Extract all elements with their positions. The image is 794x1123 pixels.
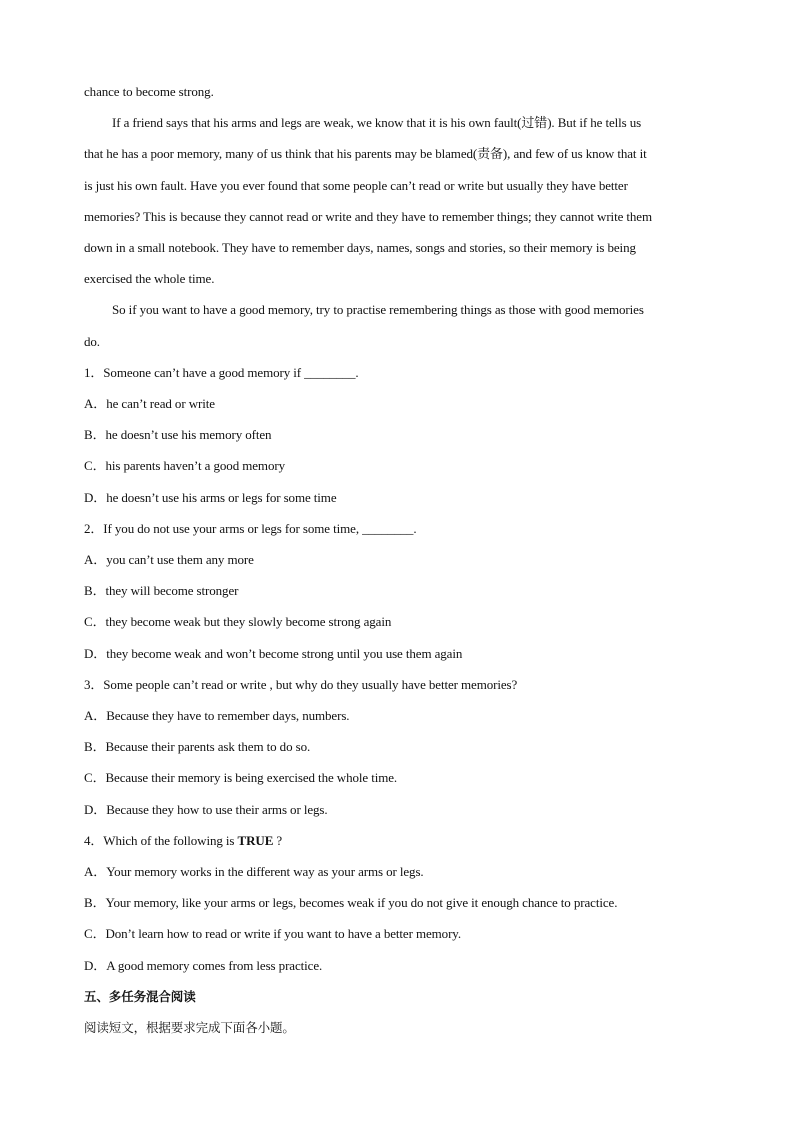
stem-suffix: ? [273,832,283,848]
option-d: D．they become weak and won’t become strong until you use them again [84,645,463,661]
option-d: D．Because they how to use their arms or legs. [84,801,328,817]
question-1 [84,357,714,513]
stem-emphasis: TRUE [237,832,274,848]
option-b: B．Because their parents ask them to do so. [84,739,311,755]
passage-line: that he has a poor memory, many of us think that his parents may be blamed(责备), and few of us know that it [84,146,647,162]
question-stem: 2．If you do not use your arms or legs for some time, ________. [84,520,417,536]
question-4 [84,825,714,981]
reading-passage [84,76,714,357]
option-b: B．Your memory, like your arms or legs, becomes weak if you do not give it enough chance to practice. [84,895,618,911]
passage-line: chance to become strong. [84,84,214,99]
passage-line: is just his own fault. Have you ever found that some people can’t read or write but usually they have better [84,177,628,193]
option-a: A．you can’t use them any more [84,552,254,568]
section-title: 五、多任务混合阅读 [84,988,196,1004]
option-b: B．he doesn’t use his memory often [84,427,272,443]
option-c: C．his parents haven’t a good memory [84,458,285,474]
option-a: A．Your memory works in the different way as your arms or legs. [84,864,424,880]
passage-line: down in a small notebook. They have to remember days, names, songs and stories, so their memory is being [84,240,636,256]
option-d: D．he doesn’t use his arms or legs for some time [84,489,337,505]
option-a: A．he can’t read or write [84,396,215,412]
question-2 [84,513,714,669]
document-page [84,76,714,1043]
passage-line: do. [84,333,100,349]
section-instruction: 阅读短文，根据要求完成下面各小题。 [84,1020,295,1036]
passage-line: So if you want to have a good memory, try to practise remembering things as those with good memories [112,302,644,318]
question-stem: 1．Someone can’t have a good memory if ________. [84,364,359,380]
option-a: A．Because they have to remember days, numbers. [84,708,350,724]
question-stem [84,825,714,856]
passage-line: memories? This is because they cannot read or write and they have to remember things; they cannot write them [84,208,652,224]
question-stem: 3．Some people can’t read or write , but why do they usually have better memories? [84,676,518,692]
passage-line: exercised the whole time. [84,271,215,287]
option-d: D．A good memory comes from less practice. [84,957,323,973]
option-b: B．they will become stronger [84,583,239,599]
option-c: C．Don’t learn how to read or write if you want to have a better memory. [84,926,462,942]
option-c: C．they become weak but they slowly become strong again [84,614,392,630]
passage-line: If a friend says that his arms and legs are weak, we know that it is his own fault(过错). But if he tells us [112,115,642,131]
question-3 [84,669,714,825]
option-c: C．Because their memory is being exercised the whole time. [84,770,398,786]
stem-prefix: 4．Which of the following is [84,832,238,848]
